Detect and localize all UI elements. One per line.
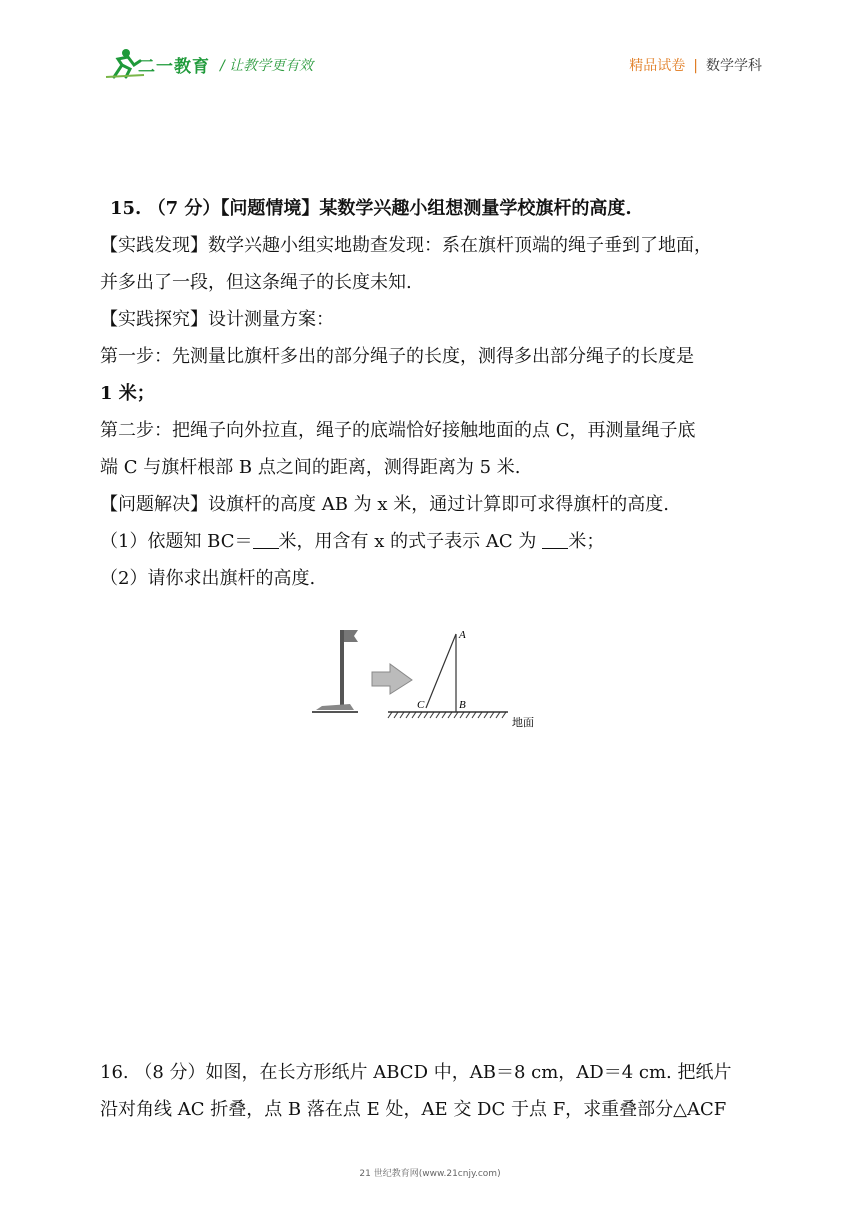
q16-line-2: 沿对角线 AC 折叠，点 B 落在点 E 处，AE 交 DC 于点 F，求重叠部分△ACF — [100, 1099, 727, 1120]
logo-text: 二一教育 — [138, 57, 210, 77]
answer-blank-ac[interactable] — [542, 528, 568, 549]
point-b-label: B — [459, 699, 466, 711]
q15-line-4: 【实践探究】设计测量方案： — [100, 309, 334, 330]
q15-line-6: 1 米； — [100, 383, 155, 404]
q15-line-11: （2）请你求出旗杆的高度. — [100, 568, 316, 589]
arrow-right-icon — [372, 664, 412, 694]
ground-label: 地面 — [512, 716, 534, 729]
q15-part1-suffix: 米； — [568, 531, 605, 552]
slogan: / 让教学更有效 — [220, 58, 314, 74]
flagpole-icon — [312, 630, 358, 712]
question-16 — [100, 1054, 764, 1128]
q15-part1-middle: 米，用含有 x 的式子表示 AC 为 — [278, 531, 537, 552]
q15-line-2 — [100, 227, 764, 264]
header-subject: 数学学科 — [706, 58, 762, 74]
header-right — [629, 55, 762, 75]
q15-line-10 — [100, 523, 764, 560]
header-separator: | — [693, 58, 698, 74]
point-a-label: A — [459, 629, 466, 641]
page-header — [0, 0, 860, 100]
q15-line-1: 15. （7 分）【问题情境】某数学兴趣小组想测量学校旗杆的高度. — [110, 198, 632, 219]
q15-line-2-text: 【实践发现】数学兴趣小组实地勘查发现：系在旗杆顶端的绳子垂到了地面， — [100, 235, 712, 256]
answer-blank-bc[interactable] — [253, 528, 279, 549]
question-15 — [100, 190, 764, 597]
header-label: 精品试卷 — [629, 58, 686, 74]
q15-line-3: 并多出了一段，但这条绳子的长度未知. — [100, 272, 412, 293]
flagpole-figure — [310, 622, 560, 734]
page-footer: 21 世纪教育网(www.21cnjy.com) — [359, 1169, 501, 1179]
q15-line-7: 第二步：把绳子向外拉直，绳子的底端恰好接触地面的点 C，再测量绳子底 — [100, 420, 696, 441]
point-c-label: C — [417, 699, 425, 711]
q15-part1-prefix: （1）依题知 BC＝ — [100, 531, 253, 552]
q15-line-9: 【问题解决】设旗杆的高度 AB 为 x 米，通过计算即可求得旗杆的高度. — [100, 494, 669, 515]
q16-line-1: 16. （8 分）如图，在长方形纸片 ABCD 中，AB＝8 cm，AD＝4 cm. 把纸片 — [100, 1062, 732, 1083]
q15-line-8: 端 C 与旗杆根部 B 点之间的距离，测得距离为 5 米. — [100, 457, 521, 478]
q15-line-5: 第一步：先测量比旗杆多出的部分绳子的长度，测得多出部分绳子的长度是 — [100, 346, 694, 367]
